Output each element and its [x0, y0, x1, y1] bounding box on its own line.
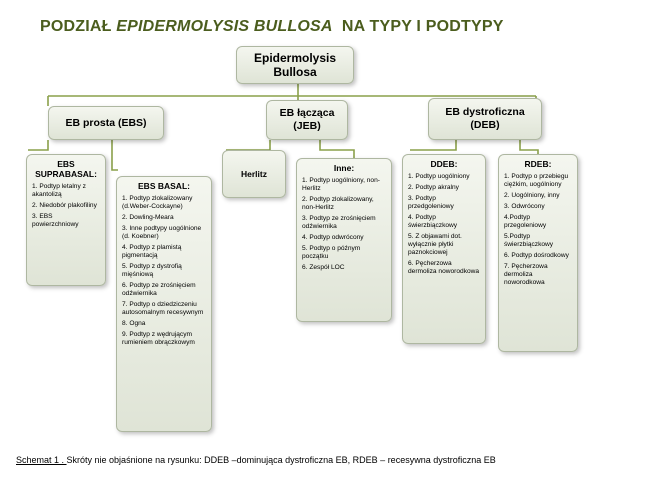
root-label-line2: Bullosa [273, 65, 317, 79]
list-item: 6. Podtyp ze zrośnięciem odźwiernika [122, 282, 196, 297]
list-item: 3. Odwrócony [504, 203, 545, 210]
list-item: 3. EBS powierzchniowy [32, 213, 79, 228]
list-item: 4. Podtyp z plamistą pigmentacją [122, 244, 182, 259]
deb-label-line1: EB dystroficzna [445, 106, 525, 118]
root-label-line1: Epidermolysis [253, 51, 337, 65]
list-item: 2. Uogólniony, inny [504, 192, 560, 199]
list-item: 6. Zespół LOC [302, 264, 345, 271]
list-item: 1. Podtyp zlokalizowany (d.Weber-Cockayne) [122, 195, 193, 210]
list-item: 5. Podtyp o późnym początku [302, 245, 361, 260]
figure-caption [16, 455, 496, 465]
list-item: 2. Niedobór plakofiliny [32, 202, 97, 209]
list-item: 3. Inne podtypy uogólnione (d. Koebner) [122, 225, 202, 240]
ebs-basal-heading: EBS BASAL: [138, 181, 190, 191]
herlitz-box [222, 150, 286, 198]
jeb-label-line1: EB łącząca [279, 107, 335, 119]
list-item: 4. Podtyp świerzbiączkowy [408, 214, 458, 229]
jeb-label-line2: (JEB) [293, 120, 321, 132]
ebs-label: EB prosta (EBS) [65, 116, 147, 129]
rdeb-box [498, 154, 578, 352]
caption-label: Schemat 1 . [16, 455, 67, 465]
caption-text: Skróty nie objaśnione na rysunku: DDEB –dominująca dystroficzna EB, RDEB – recesywna dystroficzna EB [66, 455, 496, 465]
list-item: 3. Podtyp ze zrośnięciem odźwiernika [302, 215, 376, 230]
list-item: 1. Podtyp uogólniony, non-Herlitz [302, 177, 380, 192]
list-item: 1. Podtyp letalny z akantolizą [32, 183, 86, 198]
herlitz-label: Herlitz [241, 169, 267, 179]
list-item: 5. Podtyp z dystrofią mięśniową [122, 263, 182, 278]
list-item: 4.Podtyp przegoleniowy [504, 214, 547, 229]
list-item: 4. Podtyp odwrócony [302, 234, 364, 241]
ebs-suprabasal-heading: EBS SUPRABASAL: [35, 159, 97, 179]
list-item: 9. Podtyp z wędrującym rumieniem obrączkowym [122, 331, 195, 346]
root-box [236, 46, 354, 84]
list-item: 3. Podtyp przedgoleniowy [408, 195, 454, 210]
ebs-box [48, 106, 164, 140]
inne-heading: Inne: [333, 163, 355, 173]
diagram-title: PODZIAŁ EPIDERMOLYSIS BULLOSA NA TYPY I PODTYPY [40, 18, 504, 35]
ebs-basal-box [116, 176, 212, 432]
list-item: 2. Dowling-Meara [122, 214, 174, 221]
ebs-suprabasal-box [26, 154, 106, 286]
list-item: 6. Podtyp dośrodkowy [504, 252, 569, 259]
list-item: 1. Podtyp uogólniony [408, 173, 470, 180]
list-item: 5.Podtyp świerzbiączkowy [504, 233, 554, 248]
list-item: 2. Podtyp akralny [408, 184, 459, 191]
inne-box [296, 158, 392, 322]
deb-label-line2: (DEB) [470, 119, 500, 131]
rdeb-heading: RDEB: [524, 159, 552, 169]
deb-box [428, 98, 542, 140]
list-item: 6. Pęcherzowa dermoliza noworodkowa [408, 260, 480, 275]
ddeb-box [402, 154, 486, 344]
list-item: 7. Pęcherzowa dermoliza noworodkowa [504, 263, 548, 286]
list-item: 2. Podtyp zlokalizowany, non-Herlitz [302, 196, 374, 211]
list-item: 8. Ogna [122, 320, 146, 327]
jeb-box [266, 100, 348, 140]
list-item: 1. Podtyp o przebiegu ciężkim, uogólniony [504, 173, 569, 188]
list-item: 7. Podtyp o dziedziczeniu autosomalnym recesywnym [122, 301, 204, 316]
list-item: 5. Z objawami dot. wyłącznie płytki paznokciowej [408, 233, 462, 256]
ddeb-heading: DDEB: [430, 159, 458, 169]
